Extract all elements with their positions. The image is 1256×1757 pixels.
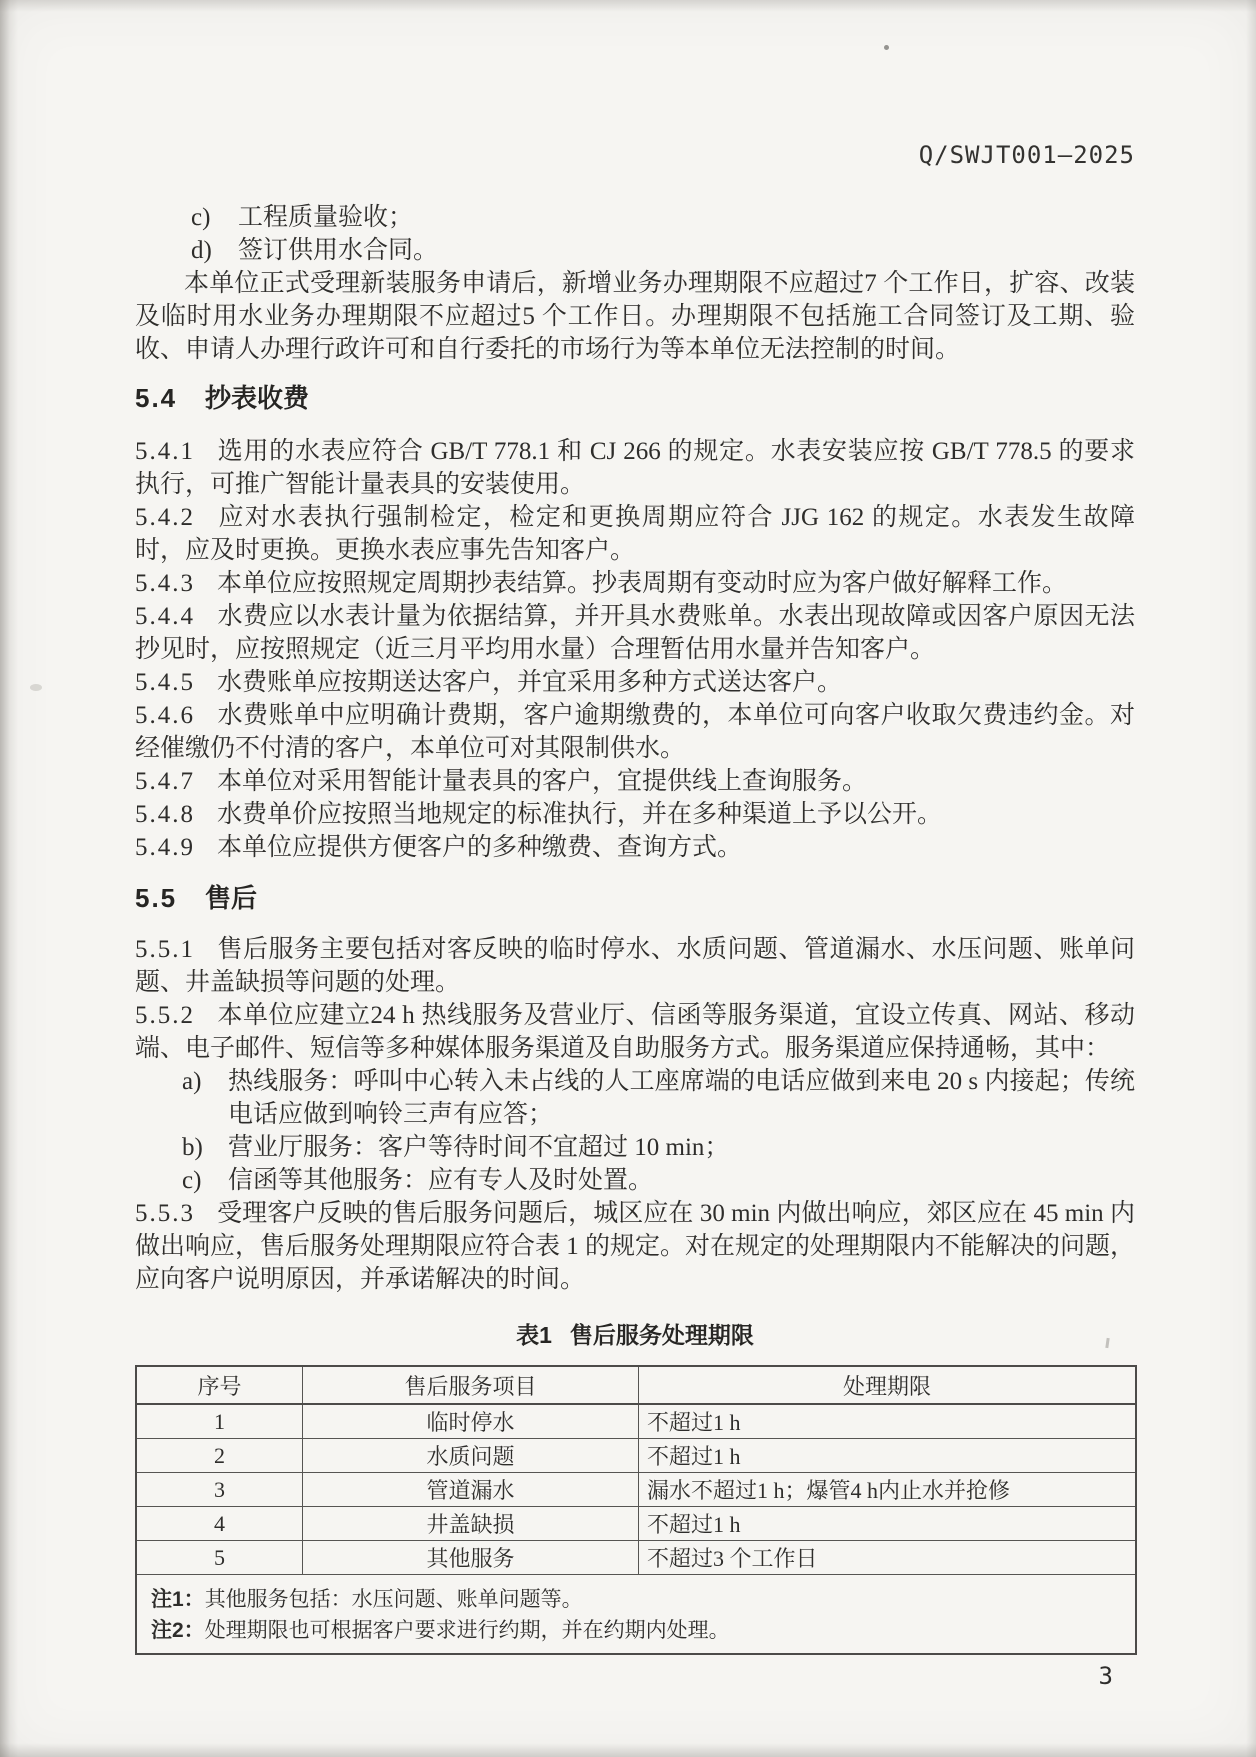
clause-5-4-3 [135, 567, 1135, 600]
scan-edge-shadow [1246, 0, 1256, 1757]
clause-text: 本单位应按照规定周期抄表结算。抄表周期有变动时应为客户做好解释工作。 [217, 570, 1068, 597]
clause-number: 5.4.6 [135, 702, 195, 729]
cell-item: 临时停水 [303, 1404, 639, 1439]
cell-item: 水质问题 [303, 1439, 639, 1473]
clause-text: 受理客户反映的售后服务问题后，城区应在 30 min 内做出响应，郊区应在 45 min 内做出响应，售后服务处理期限应符合表 1 的规定。对在规定的处理期限内不能解决的问题，应向客户说明原因，并承诺解决的时间。 [135, 1200, 1136, 1293]
clause-5-5-1 [135, 933, 1135, 999]
cell-seq: 4 [136, 1507, 303, 1541]
note-text: 处理期限也可根据客户要求进行约期，并在约期内处理。 [204, 1618, 730, 1642]
table-header-row [136, 1366, 1136, 1404]
sub-item-a [135, 1065, 1135, 1131]
list-marker: d) [191, 237, 212, 264]
clause-number: 5.4.7 [135, 768, 195, 795]
sub-item-list [135, 1065, 1135, 1197]
cell-seq: 5 [136, 1541, 303, 1575]
clause-number: 5.4.9 [135, 834, 195, 861]
table-caption-title: 售后服务处理期限 [569, 1322, 754, 1348]
clause-text: 选用的水表应符合 GB/T 778.1 和 CJ 266 的规定。水表安装应按 GB/T 778.5 的要求执行，可推广智能计量表具的安装使用。 [135, 438, 1135, 498]
document-number: Q/SWJT001—2025 [918, 141, 1135, 169]
clause-text: 水费应以水表计量为依据结算，并开具水费账单。水表出现故障或因客户原因无法抄见时，应按照规定（近三月平均用水量）合理暂估用水量并告知客户。 [135, 603, 1135, 663]
list-marker: c) [182, 1167, 202, 1194]
cell-seq: 2 [136, 1439, 303, 1473]
clause-5-5-2 [135, 999, 1135, 1065]
clause-5-4-2 [135, 501, 1135, 567]
page-number: 3 [1098, 1662, 1113, 1690]
cell-item: 管道漏水 [303, 1473, 639, 1507]
table-caption-label: 表1 [516, 1322, 552, 1348]
list-item-c [135, 201, 1135, 234]
clause-text: 本单位应提供方便客户的多种缴费、查询方式。 [217, 834, 743, 861]
cell-period: 不超过3 个工作日 [639, 1541, 1137, 1575]
clause-number: 5.5.1 [135, 936, 195, 963]
clause-number: 5.4.3 [135, 570, 195, 597]
clause-5-4-7 [135, 765, 1135, 798]
cell-item: 其他服务 [303, 1541, 639, 1575]
cell-seq: 1 [136, 1404, 303, 1439]
clause-5-4-1 [135, 435, 1135, 501]
intro-paragraph: 本单位正式受理新装服务申请后，新增业务办理期限不应超过7 个工作日，扩容、改装及临时用水业务办理期限不应超过5 个工作日。办理期限不包括施工合同签订及工期、验收、申请人办理行政许可和自行委托的市场行为等本单位无法控制的时间。 [135, 270, 1135, 363]
table-caption [135, 1320, 1135, 1350]
cell-period: 不超过1 h [639, 1404, 1137, 1439]
list-item-text: 工程质量验收； [238, 204, 414, 231]
list-marker: a) [182, 1068, 202, 1095]
table-notes-row [136, 1575, 1136, 1655]
table-row [136, 1541, 1136, 1575]
clause-text: 本单位应建立24 h 热线服务及营业厅、信函等服务渠道，宜设立传真、网站、移动端、电子邮件、短信等多种媒体服务渠道及自助服务方式。服务渠道应保持通畅，其中： [135, 1002, 1135, 1062]
clause-text: 水费单价应按照当地规定的标准执行，并在多种渠道上予以公开。 [217, 801, 943, 828]
section-heading-5-5 [135, 882, 1135, 914]
clause-number: 5.4.8 [135, 801, 195, 828]
note-label: 注1： [151, 1588, 205, 1611]
clause-text: 本单位对采用智能计量表具的客户，宜提供线上查询服务。 [217, 768, 868, 795]
section-number: 5.4 [135, 383, 178, 413]
table-row [136, 1507, 1136, 1541]
section-heading-5-4 [135, 382, 1135, 414]
cell-period: 不超过1 h [639, 1507, 1137, 1541]
header-cell-seq: 序号 [136, 1366, 303, 1404]
section-title: 售后 [205, 883, 258, 913]
list-marker: c) [191, 204, 211, 231]
cell-period: 漏水不超过1 h；爆管4 h内止水并抢修 [639, 1473, 1137, 1507]
table-note-2 [151, 1615, 1125, 1646]
note-text: 其他服务包括：水压问题、账单问题等。 [204, 1587, 583, 1611]
header-cell-period: 处理期限 [639, 1366, 1137, 1404]
table-row [136, 1473, 1136, 1507]
clause-5-5-3 [135, 1197, 1135, 1296]
clause-text: 水费账单中应明确计费期，客户逾期缴费的，本单位可向客户收取欠费违约金。对经催缴仍不付清的客户，本单位可对其限制供水。 [135, 702, 1135, 762]
cell-seq: 3 [136, 1473, 303, 1507]
sub-item-c [135, 1164, 1135, 1197]
clause-text: 售后服务主要包括对客反映的临时停水、水质问题、管道漏水、水压问题、账单问题、井盖缺损等问题的处理。 [135, 936, 1135, 996]
table-notes-cell [136, 1575, 1136, 1655]
clause-number: 5.4.5 [135, 669, 195, 696]
cell-item: 井盖缺损 [303, 1507, 639, 1541]
clause-number: 5.4.4 [135, 603, 195, 630]
list-item-d [135, 234, 1135, 267]
clause-text: 水费账单应按期送达客户，并宜采用多种方式送达客户。 [217, 669, 843, 696]
clause-5-4-6 [135, 699, 1135, 765]
after-sales-table [135, 1365, 1137, 1655]
clause-5-4-4 [135, 600, 1135, 666]
clause-5-4-8 [135, 798, 1135, 831]
table-row [136, 1439, 1136, 1473]
sub-item-text: 热线服务：呼叫中心转入未占线的人工座席端的电话应做到来电 20 s 内接起；传统电话应做到响铃三声有应答； [228, 1068, 1135, 1128]
section-title: 抄表收费 [205, 383, 310, 413]
list-item-text: 签订供用水合同。 [238, 237, 439, 264]
clause-5-4-9 [135, 831, 1135, 864]
page-content [135, 0, 1135, 1691]
clause-5-4-5 [135, 666, 1135, 699]
clause-number: 5.4.2 [135, 504, 195, 531]
table-note-1 [151, 1584, 1125, 1615]
list-marker: b) [182, 1134, 203, 1161]
cell-period: 不超过1 h [639, 1439, 1137, 1473]
header-cell-item: 售后服务项目 [303, 1366, 639, 1404]
scan-edge-shadow [0, 0, 18, 1757]
clause-text: 应对水表执行强制检定，检定和更换周期应符合 JJG 162 的规定。水表发生故障时，应及时更换。更换水表应事先告知客户。 [135, 504, 1135, 564]
section-number: 5.5 [135, 883, 178, 913]
ordered-list-cd [135, 201, 1135, 267]
sub-item-text: 营业厅服务：客户等待时间不宜超过 10 min； [228, 1134, 730, 1161]
scan-edge-shadow [0, 1743, 1256, 1757]
scan-artifact [30, 684, 42, 691]
clause-number: 5.5.2 [135, 1002, 195, 1029]
clause-number: 5.5.3 [135, 1200, 195, 1227]
clause-number: 5.4.1 [135, 438, 195, 465]
sub-item-text: 信函等其他服务：应有专人及时处置。 [228, 1167, 654, 1194]
sub-item-b [135, 1131, 1135, 1164]
note-label: 注2： [151, 1619, 205, 1642]
table-row [136, 1404, 1136, 1439]
